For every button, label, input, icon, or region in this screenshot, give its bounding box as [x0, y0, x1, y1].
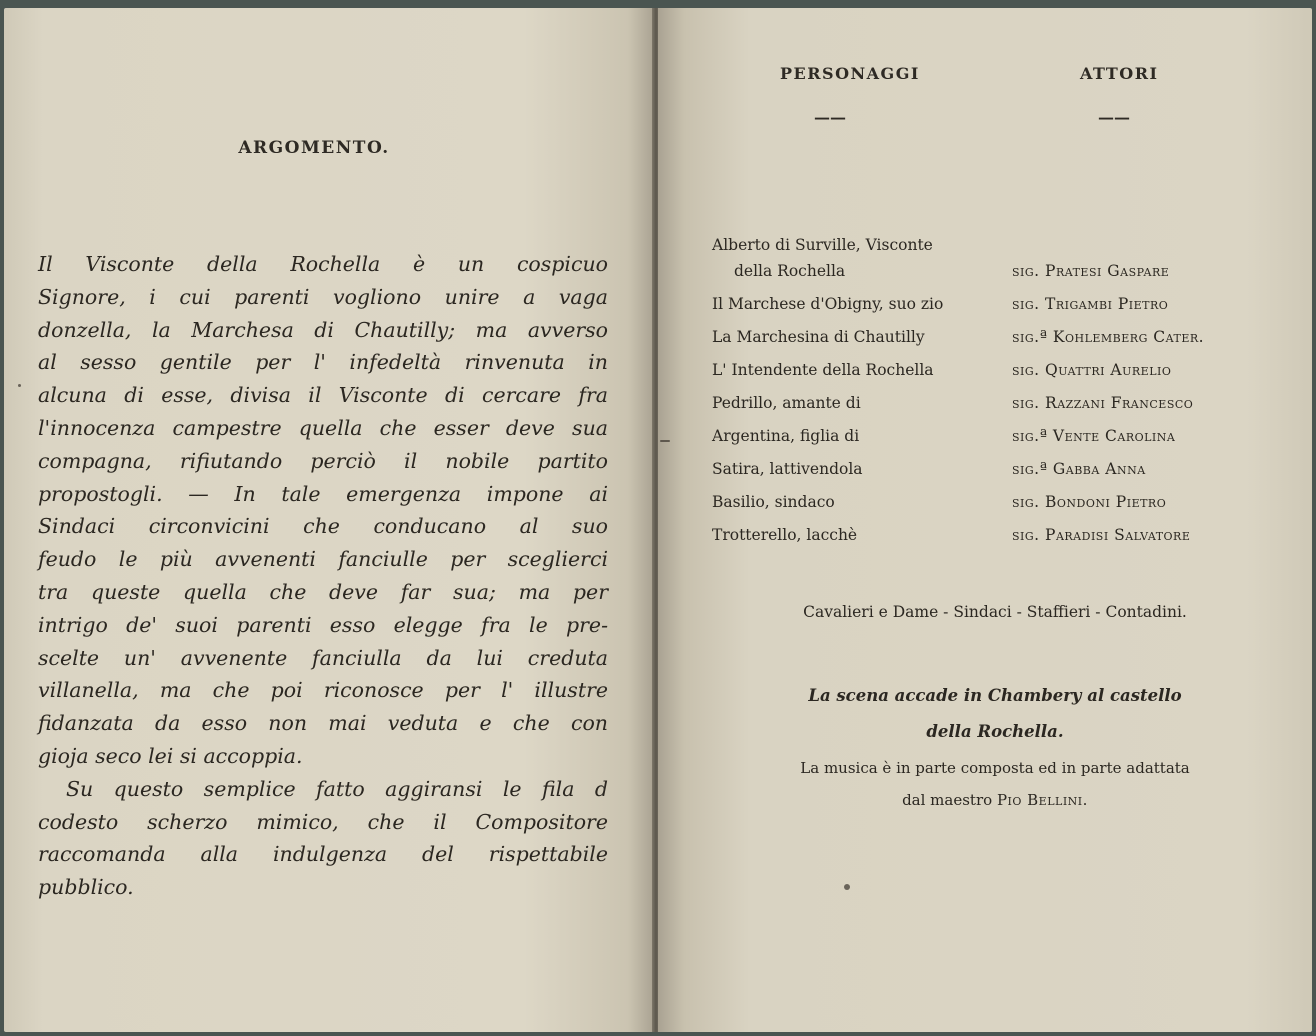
- cast-row: [712, 394, 1272, 427]
- music-composer: Pio Bellini.: [996, 791, 1088, 809]
- left-page: [4, 8, 654, 1032]
- extras-line: Cavalieri e Dame - Sindaci - Staffieri - Contadini.: [803, 603, 1187, 621]
- music-note: [658, 752, 1312, 816]
- text-line: feudo le più avvenenti fanciulle per sceglierci: [38, 547, 608, 572]
- scene-note: [658, 678, 1312, 750]
- music-line: La musica è in parte composta ed in parte adattata: [800, 759, 1190, 777]
- text-line: raccomanda alla indulgenza del rispettabile: [38, 842, 608, 867]
- cast-role: Alberto di Surville, Visconte: [712, 236, 933, 254]
- cast-row: [712, 361, 1272, 394]
- text-line: villanella, ma che poi riconosce per l' illustre: [38, 678, 608, 703]
- cast-row: [712, 328, 1272, 361]
- header-personaggi: PERSONAGGI: [780, 64, 920, 83]
- music-line: [678, 784, 1312, 816]
- text-line: intrigo de' suoi parenti esso elegge fra le pre-: [38, 612, 608, 637]
- text-line: pubblico.: [38, 875, 134, 900]
- cast-list: [712, 236, 1272, 559]
- cast-role: Il Marchese d'Obigny, suo zio: [712, 295, 944, 313]
- text-line: fidanzata da esso non mai veduta e che con: [38, 711, 608, 736]
- header-attori: ATTORI: [1080, 64, 1159, 83]
- text-line: donzella, la Marchesa di Chautilly; ma avverso: [38, 317, 608, 342]
- cast-role: La Marchesina di Chautilly: [712, 328, 925, 346]
- cast-row: [712, 526, 1272, 559]
- text-line: Il Visconte della Rochella è un cospicuo: [38, 252, 608, 276]
- cast-actor: sig. Quattri Aurelio: [1012, 361, 1172, 379]
- text-line: tra queste quella che deve far sua; ma per: [38, 579, 608, 604]
- cast-row: [712, 427, 1272, 460]
- cast-actor: sig. Paradisi Salvatore: [1012, 526, 1191, 544]
- paper-speck: [660, 440, 670, 442]
- scene-line: La scena accade in Chambery al castello: [808, 686, 1182, 705]
- text-line: scelte un' avvenente fanciulla da lui creduta: [38, 645, 608, 670]
- cast-role: L' Intendente della Rochella: [712, 361, 934, 379]
- cast-actor: sig. Razzani Francesco: [1012, 394, 1194, 412]
- text-line: Su questo semplice fatto aggiransi le fila d: [66, 776, 608, 801]
- cast-actor: sig.ª Kohlemberg Cater.: [1012, 328, 1205, 346]
- header-rule-personaggi: ——: [814, 108, 846, 127]
- cast-role: Satira, lattivendola: [712, 460, 863, 478]
- page-title: ARGOMENTO.: [238, 138, 390, 158]
- right-page: [658, 8, 1312, 1032]
- header-rule-attori: ——: [1098, 108, 1130, 127]
- cast-actor: sig. Trigambi Pietro: [1012, 295, 1169, 313]
- argument-text: [38, 248, 608, 904]
- paper-speck: [844, 884, 850, 890]
- cast-row: [712, 460, 1272, 493]
- cast-row: [712, 295, 1272, 328]
- text-line: propostogli. — In tale emergenza impone ai: [38, 481, 608, 506]
- text-line: gioja seco lei si accoppia.: [38, 743, 303, 768]
- text-line: alcuna di esse, divisa il Visconte di cercare fra: [38, 383, 608, 408]
- cast-role: Argentina, figlia di: [712, 427, 860, 445]
- cast-role: Pedrillo, amante di: [712, 394, 861, 412]
- text-line: l'innocenza campestre quella che esser deve sua: [38, 415, 608, 440]
- cast-row: [712, 262, 1272, 295]
- text-line: Sindaci circonvicini che conducano al suo: [38, 514, 608, 539]
- cast-actor: sig.ª Vente Carolina: [1012, 427, 1176, 445]
- cast-role: Trotterello, lacchè: [712, 526, 858, 544]
- scene-line: della Rochella.: [926, 722, 1064, 741]
- cast-role: della Rochella: [734, 262, 846, 280]
- paper-speck: [18, 384, 21, 387]
- text-line: compagna, rifiutando perciò il nobile partito: [38, 448, 608, 473]
- cast-role: Basilio, sindaco: [712, 493, 835, 511]
- cast-actor: sig. Bondoni Pietro: [1012, 493, 1167, 511]
- cast-actor: sig. Pratesi Gaspare: [1012, 262, 1170, 280]
- music-prefix: dal maestro: [902, 791, 993, 809]
- text-line: codesto scherzo mimico, che il Compositore: [38, 809, 608, 834]
- cast-row: [712, 493, 1272, 526]
- text-line: al sesso gentile per l' infedeltà rinvenuta in: [38, 350, 608, 375]
- cast-actor: sig.ª Gabba Anna: [1012, 460, 1146, 478]
- text-line: Signore, i cui parenti vogliono unire a vaga: [38, 284, 608, 309]
- cast-row: [712, 236, 1272, 262]
